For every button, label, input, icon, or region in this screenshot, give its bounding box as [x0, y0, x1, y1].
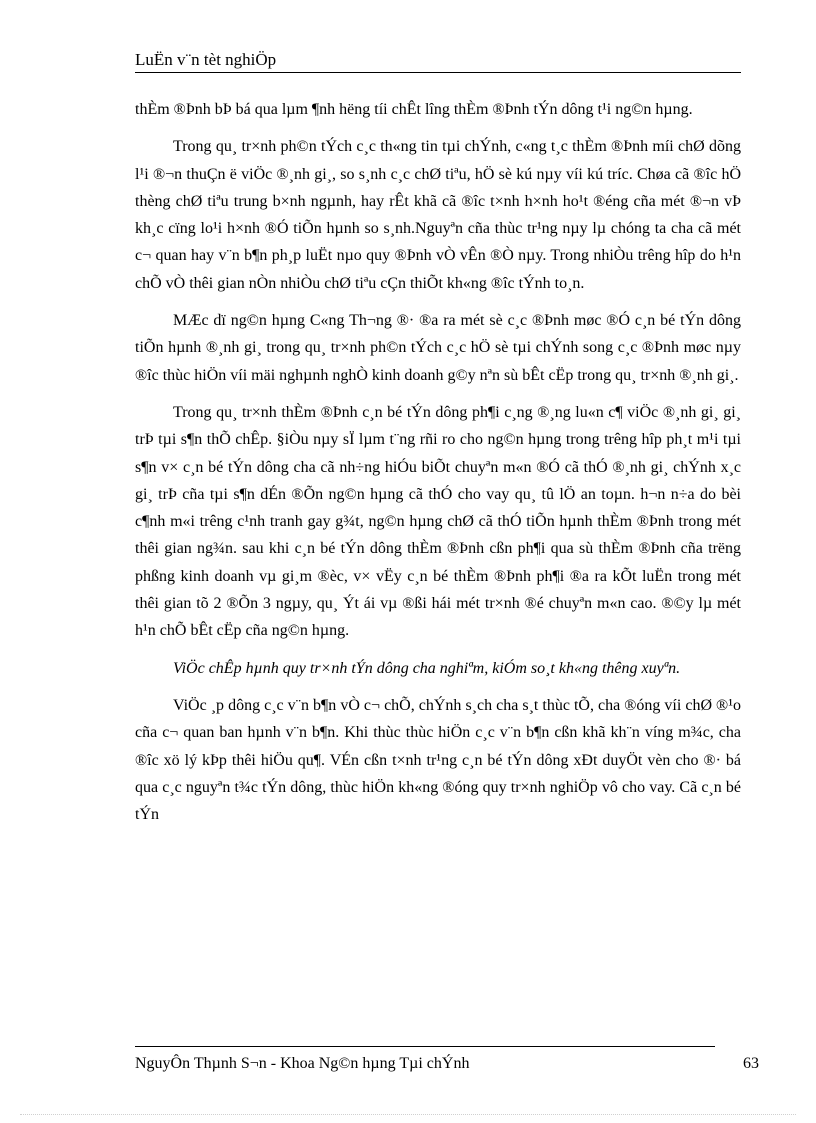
header-divider	[135, 72, 741, 73]
paragraph: Trong qu¸ tr×nh thÈm ®Þnh c¸n bé tÝn dông ph¶i c¸ng ®¸ng lu«n c¶ viÖc ®¸nh gi¸ gi¸ trÞ tµi s¶n thÕ chÊp. §iÒu nµy sÏ lµm t¨ng rñi ro cho ng©n hµng trong trêng hîp ph¸t m¹i tµi s¶n v× c¸n bé tÝn dông cha cã nh÷ng hiÓu biÕt chuyªn m«n ®Ó cã thÓ ®¸nh gi¸ chÝnh x¸c gi¸ trÞ cña tµi s¶n dÉn ®Õn ng©n hµng cã thÓ cho vay qu¸ tû lÖ an toµn. h¬n n÷a do bèi c¶nh m«i trêng c¹nh tranh gay g¾t, ng©n hµng chØ cã thÓ tiÕn hµnh thÈm ®Þnh trong mét thêi gian ng¾n. sau khi c¸n bé tÝn dông thÈm ®Þnh cßn ph¶i qua sù thÈm ®Þnh cña trëng phßng kinh doanh vµ gi¸m ®èc, v× vËy c¸n bé thÈm ®Þnh ph¶i ®a ra kÕt luËn trong mét thêi gian tõ 2 ®Õn 3 ngµy, qu¸ Ýt ái vµ ®ßi hái mét tr×nh ®é chuyªn m«n cao. ®©y lµ mét h¹n chÕ bÊt cËp cña ng©n hµng.	[135, 403, 741, 640]
paragraph: thÈm ®Þnh bÞ bá qua lµm ¶nh hëng tíi chÊt lîng thÈm ®Þnh tÝn dông t¹i ng©n hµng.	[135, 101, 693, 118]
footer-author: NguyÔn Thµnh S¬n - Khoa Ng©n hµng Tµi chÝnh	[135, 1055, 470, 1072]
page-number: 63	[743, 1055, 759, 1072]
header-title: LuËn v¨n tèt nghiÖp	[135, 50, 277, 69]
body-text	[135, 96, 741, 838]
paragraph: MÆc dï ng©n hµng C«ng Th¬ng ®· ®a ra mét sè c¸c ®Þnh møc ®Ó c¸n bé tÝn dông tiÕn hµnh ®¸nh gi¸ trong qu¸ tr×nh ph©n tÝch c¸c hÖ sè tµi chÝnh song c¸c ®Þnh møc nµy ®îc thùc hiÖn víi mäi nghµnh nghÒ kinh doanh g©y nªn sù bÊt cËp trong qu¸ tr×nh ®¸nh gi¸.	[135, 312, 741, 384]
page-bottom-divider	[20, 1114, 796, 1115]
page-header	[135, 50, 739, 72]
paragraph: Trong qu¸ tr×nh ph©n tÝch c¸c th«ng tin tµi chÝnh, c«ng t¸c thÈm ®Þnh míi chØ dõng l¹i ®¬n thuÇn ë viÖc ®¸nh gi¸, so s¸nh c¸c chØ tiªu, hÖ sè kú nµy víi kú tríc. Chøa cã ®îc hÖ thèng chØ tiªu trung b×nh ngµnh, hay rÊt khã cã ®îc t×nh h×nh ho¹t ®éng cña mét ®¬n vÞ kh¸c cïng lo¹i h×nh ®Ó tiÕn hµnh so s¸nh.Nguyªn cña thùc tr¹ng nµy lµ chóng ta cha cã mét c¬ quan hay v¨n b¶n ph¸p luËt nµo quy ®Þnh vÒ vÊn ®Ò nµy. Trong nhiÒu trêng hîp do h¹n chÕ vÒ thêi gian nÒn nhiÒu chØ tiªu cÇn thiÕt kh«ng ®îc tÝnh to¸n.	[135, 138, 741, 292]
paragraph: ViÖc ¸p dông c¸c v¨n b¶n vÒ c¬ chÕ, chÝnh s¸ch cha s¸t thùc tÕ, cha ®óng víi chØ ®¹o cña c¬ quan ban hµnh v¨n b¶n. Khi thùc thùc hiÖn c¸c v¨n b¶n cßn khã kh¨n víng m¾c, cha ®îc xö lý kÞp thêi hiÖu qu¶. VÉn cßn t×nh tr¹ng c¸n bé tÝn dông xÐt duyÖt vèn cho ®· bá qua c¸c nguyªn t¾c tÝn dông, thùc hiÖn kh«ng ®óng quy tr×nh nghiÖp vô cho vay. Cã c¸n bé tÝn	[135, 696, 741, 824]
footer-divider	[135, 1046, 715, 1047]
italic-paragraph: ViÖc chÊp hµnh quy tr×nh tÝn dông cha nghiªm, kiÓm so¸t kh«ng thêng xuyªn.	[173, 659, 681, 677]
